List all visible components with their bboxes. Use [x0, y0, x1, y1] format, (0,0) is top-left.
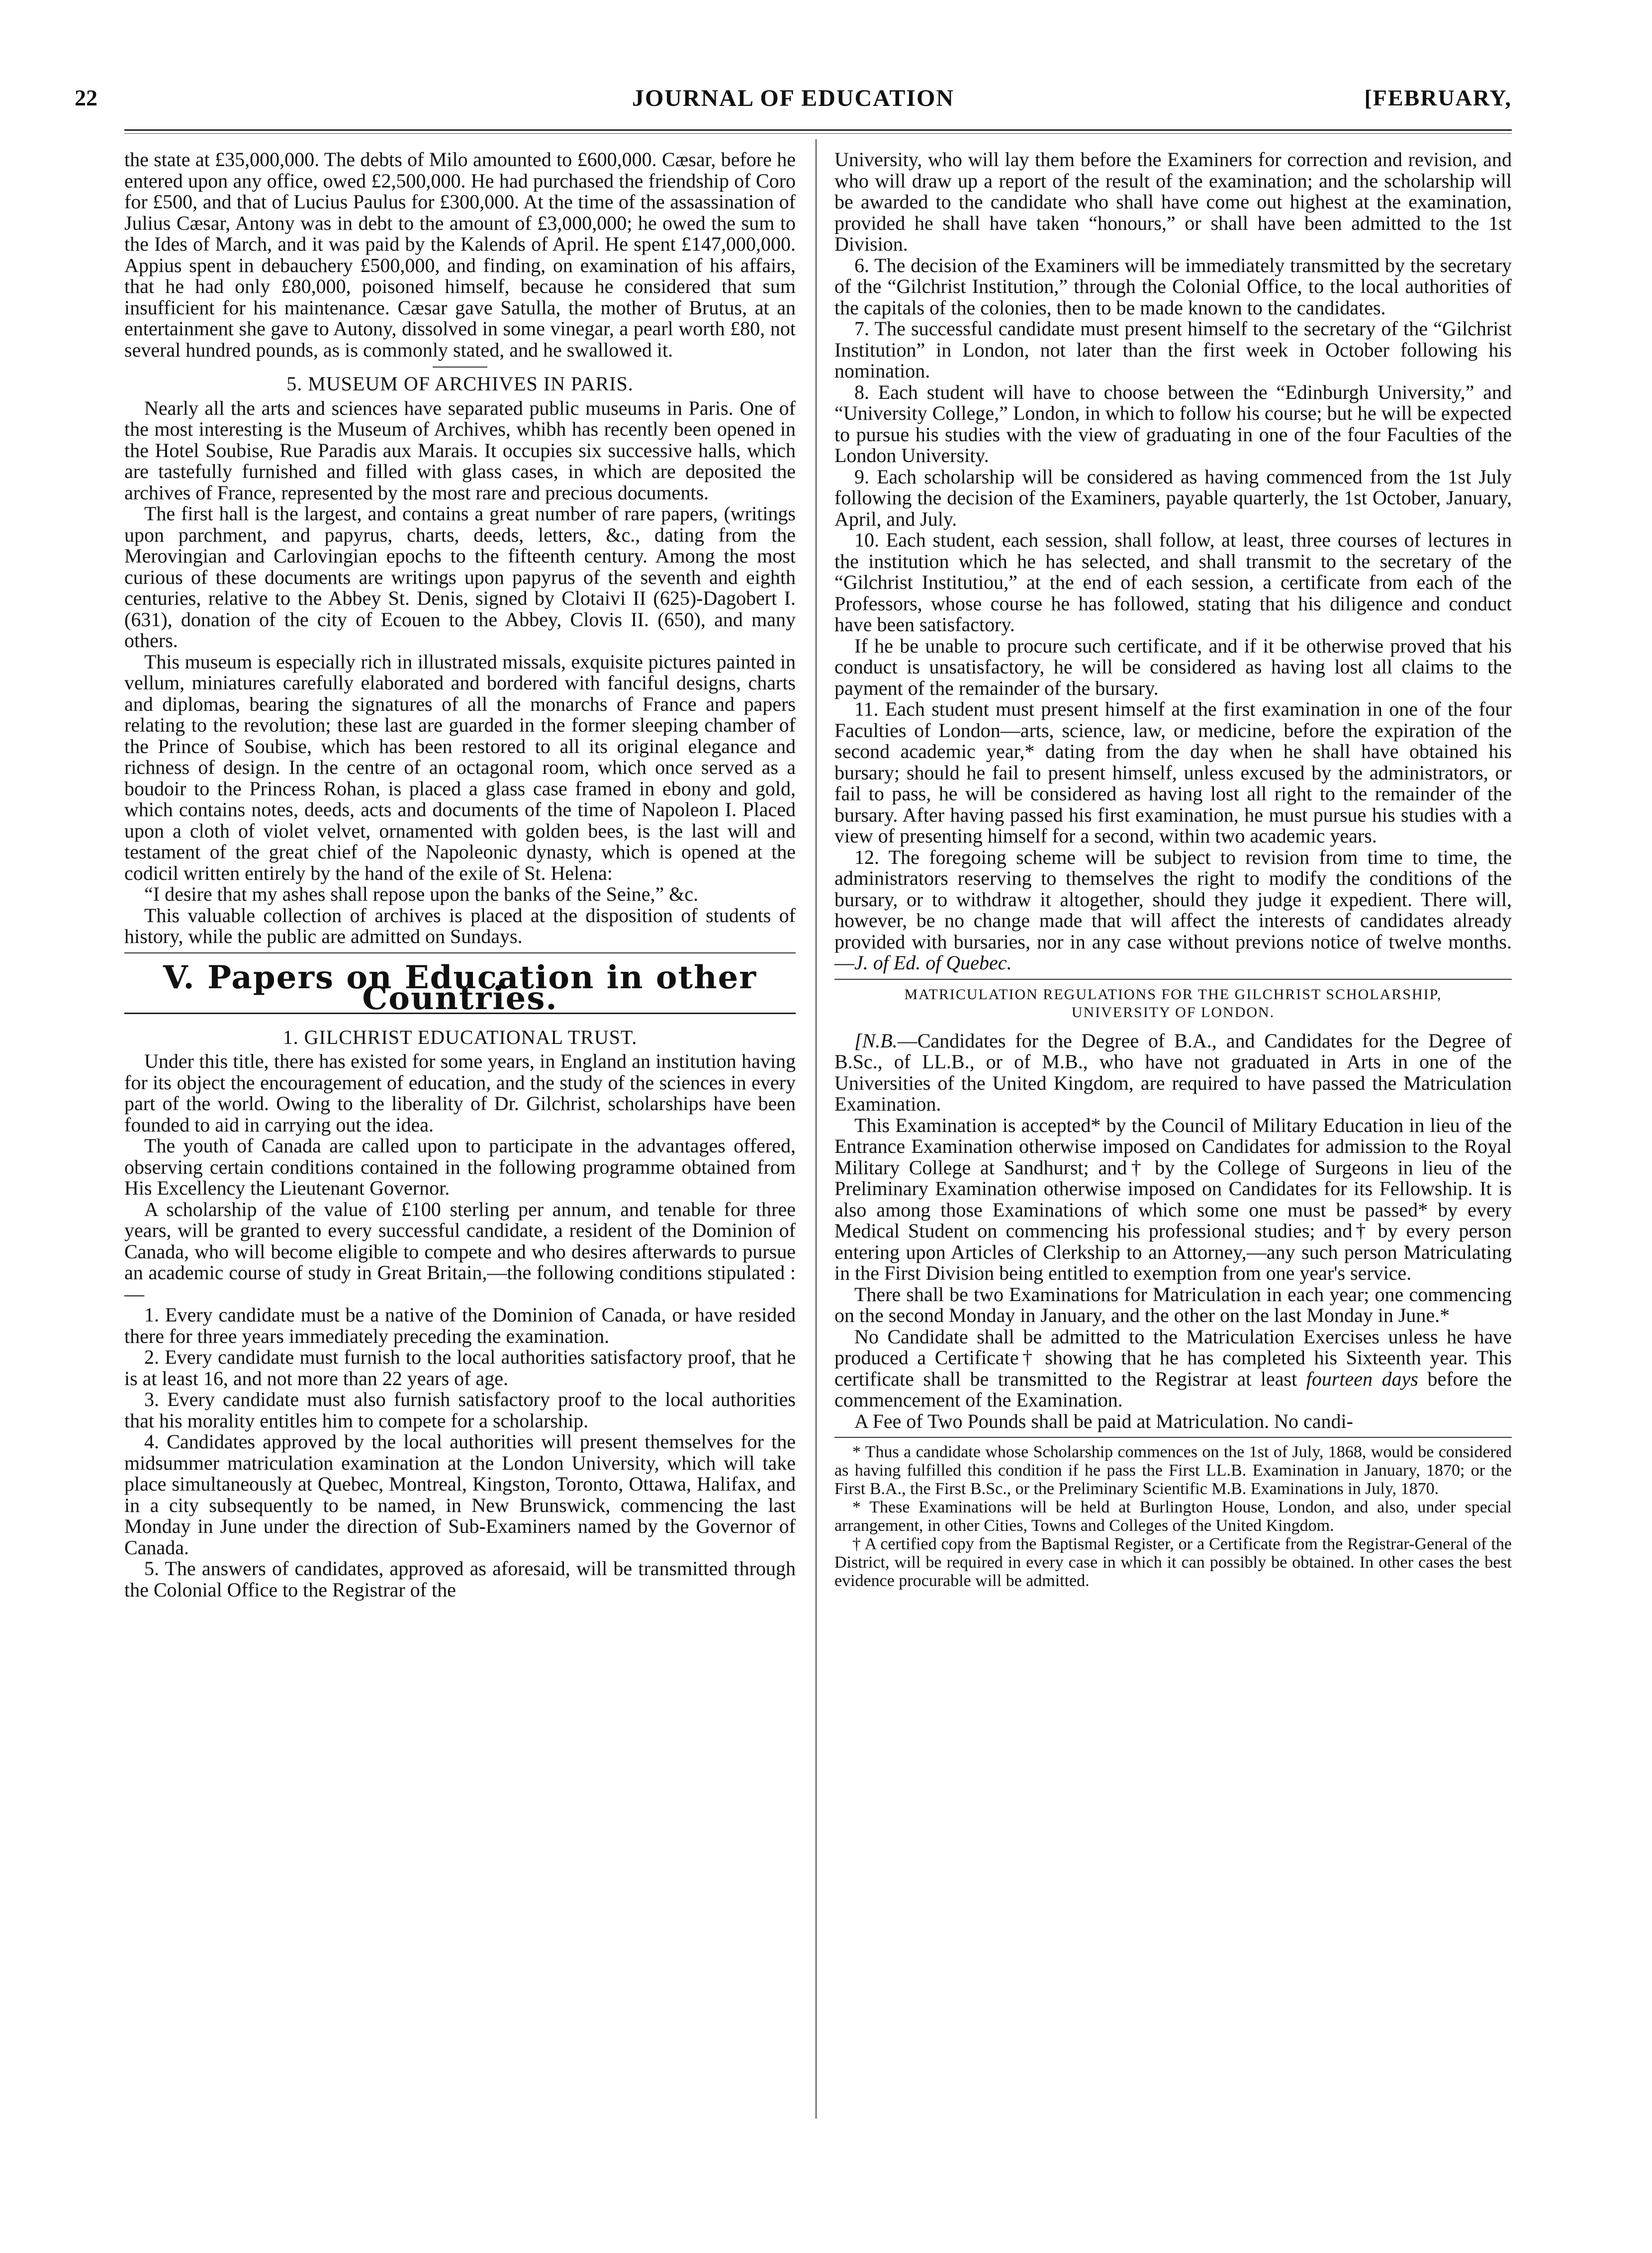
footnote: † A certified copy from the Baptismal Register, or a Certificate from the Registrar-General of the District, will be required in every case in which it can possibly be obtained. In other cases the best evidence procurable will be admitted. — [834, 1535, 1512, 1590]
matric-paragraph: There shall be two Examinations for Matriculation in each year; one commencing on the second Monday in January, and the other on the last Monday in June.* — [834, 1283, 1512, 1326]
section-rule-top — [124, 952, 796, 953]
gilchrist-condition: 1. Every candidate must be a native of the Dominion of Canada, or have resided there for three years immediately preceding the examination. — [124, 1304, 796, 1347]
gilchrist-paragraph: A scholarship of the value of £100 sterling per annum, and tenable for three years, will be granted to every successful candidate, a resident of the Dominion of Canada, who will become eligible to compete and who desires afterwards to pursue an academic course of study in Great Britain,—the following conditions stipulated :— — [124, 1198, 796, 1305]
footnote: * These Examinations will be held at Burlington House, London, and also, under special arrangement, in other Cities, Towns and Colleges of the United Kingdom. — [834, 1498, 1512, 1535]
matric-rule — [834, 979, 1512, 980]
left-column — [124, 149, 796, 1600]
gilchrist-condition: 6. The decision of the Examiners will be immediately transmitted by the secretary of the “Gilchrist Institution,” through the Colonial Office, to the local authorities of the capitals of the colonies, then to be made known to the candidates. — [834, 254, 1512, 319]
matriculation-heading-line2: UNIVERSITY OF LONDON. — [1071, 1004, 1275, 1021]
gilchrist-condition: 4. Candidates approved by the local authorities will present themselves for the midsummer matriculation examination at the London University, which will take place simultaneously at Quebec, Montreal, Kingston, Toronto, Ottawa, Halifax, and in a city subsequently to be named, in New Brunswick, commencing the last Monday in June under the direction of Sub-Examiners named by the Governor of Canada. — [124, 1430, 796, 1559]
issue-month: [FEBRUARY, — [1364, 85, 1512, 110]
gilchrist-condition — [834, 847, 1512, 974]
gilchrist-condition-continued: University, who will lay them before the Examiners for correction and revision, and who will draw up a report of the result of the examination; and the scholarship will be awarded to the candidate who shall have come out highest at the examination, provided he shall have taken “honours,” or shall have been admitted to the 1st Division. — [834, 148, 1512, 255]
gilchrist-condition: 2. Every candidate must furnish to the local authorities satisfactory proof, that he is at least 16, and not more than 22 years of age. — [124, 1346, 796, 1390]
column-divider — [816, 139, 817, 2119]
short-rule — [433, 367, 487, 368]
gilchrist-condition: 5. The answers of candidates, approved as aforesaid, will be transmitted through the Colonial Office to the Registrar of the — [124, 1557, 796, 1601]
condition-text: 12. The foregoing scheme will be subject to revision from time to time, the administrators reserving to themselves the right to modify the conditions of the bursary, or to withdraw it altogether, should they judge it expedient. There will, however, be no change made that will affect the interests of candidates already provided with bursaries, nor in any case without previons notice of twelve months.— — [834, 845, 1512, 974]
header-rule-thin — [124, 133, 1512, 134]
gilchrist-condition: 3. Every candidate must also furnish satisfactory proof to the local authorities that his morality entitles him to compete for a scholarship. — [124, 1388, 796, 1432]
museum-paragraph: The first hall is the largest, and contains a great number of rare papers, (writings upon parchment, and papyrus, charts, deeds, letters, &c., dating from the Merovingian and Carlovingian epochs to the fifteenth century. Among the most curious of these documents are writings upon papyrus of the seventh and eighth centuries, relative to the Abbey St. Denis, signed by Clotaivi II (625)-Dagobert I. (631), donation of the city of Ecouen to the Abbey, Clovis II. (650), and many others. — [124, 502, 796, 652]
footnotes — [834, 1443, 1512, 1590]
matric-paragraph: This Examination is accepted* by the Council of Military Education in lieu of the Entrance Examination otherwise imposed on Candidates for admission to the Royal Military College at Sandhurst; and† by the College of Surgeons in lieu of the Preliminary Examination otherwise imposed on Candidates for its Fellowship. It is also among those Examinations of which some one must be passed* by every Medical Student on commencing his professional studies; and† by every person entering upon Articles of Clerkship to an Attorney,—any such person Matriculating in the First Division being entitled to exemption from one year's service. — [834, 1114, 1512, 1284]
museum-paragraph: Nearly all the arts and sciences have separated public museums in Paris. One of the most interesting is the Museum of Archives, whibh has recently been opened in the Hotel Soubise, Rue Paradis aux Marais. It occupies six successive halls, which are tastefully furnished and filled with glass cases, in which are deposited the archives of France, represented by the most rare and precious documents. — [124, 396, 796, 504]
debts-paragraph: the state at £35,000,000. The debts of Milo amounted to £600,000. Cæsar, before he entered upon any office, owed £2,500,000. He had purchased the friendship of Coro for £500, and that of Lucius Paulus for £300,000. At the time of the assassination of Julius Cæsar, Antony was in debt to the amount of £3,000,000; he owed the sum to the Ides of March, and it was paid by the Kalends of April. He spent £147,000,000. Appius spent in debauchery £500,000, and finding, on examination of his affairs, that he had only £80,000, poisoned himself, because he considered that sum insufficient for his maintenance. Cæsar gave Satulla, the mother of Brutus, at an entertainment she gave to Autony, dissolved in some vinegar, a pearl worth £80, not several hundred pounds, as is commonly stated, and he swallowed it. — [124, 148, 796, 361]
gilchrist-condition: 9. Each scholarship will be considered as having commenced from the 1st July following the decision of the Examiners, payable quarterly, the 1st October, January, April, and July. — [834, 465, 1512, 530]
gilchrist-condition: 8. Each student will have to choose between the “Edinburgh University,” and “University College,” London, in which to follow his course; but he will be expected to pursue his studies with the view of graduating in one of the four Faculties of the London University. — [834, 380, 1512, 467]
napoleon-quote: “I desire that my ashes shall repose upon the banks of the Seine,” &c. — [144, 883, 699, 905]
gilchrist-condition: 7. The successful candidate must present himself to the secretary of the “Gilchrist Institution” in London, not later than the first week in October following his nomination. — [834, 317, 1512, 382]
matric-emphasis: fourteen days — [1306, 1367, 1418, 1390]
museum-article-title: 5. MUSEUM OF ARCHIVES IN PARIS. — [286, 373, 634, 395]
matriculation-heading-line1: MATRICULATION REGULATIONS FOR THE GILCHRIST SCHOLARSHIP, — [904, 986, 1442, 1003]
page-header — [75, 85, 1512, 119]
header-rule — [124, 129, 1512, 131]
source-citation: J. of Ed. of Quebec. — [854, 951, 1012, 974]
gilchrist-condition: 11. Each student must present himself at the first examination in one of the four Faculties of London—arts, science, law, or medicine, before the expiration of the second academic year,* dating from the day when he shall have obtained his bursary; should he fail to present himself, unless excused by the administrators, or fail to pass, he will be considered as having lost all right to the remainder of the bursary. After having passed his first examination, he must pursue his studies with a view of presenting himself for a second, within two academic years. — [834, 698, 1512, 847]
gilchrist-paragraph: Under this title, there has existed for some years, in England an institution having for its object the encouragement of education, and the study of the sciences in every part of the world. Owing to the liberality of Dr. Gilchrist, scholarships have been founded to aid in carrying out the idea. — [124, 1050, 796, 1136]
nb-paragraph — [834, 1031, 1512, 1115]
matric-paragraph — [834, 1326, 1512, 1411]
section-heading: V. Papers on Education in other Countries. — [163, 958, 757, 1017]
footnote-rule — [834, 1437, 1512, 1438]
matric-text: No Candidate shall be admitted to the Matriculation Exercises unless he have produced a Certificate† showing that he has completed his Sixteenth year. This certificate shall be transmitted to the Registrar at least — [834, 1325, 1512, 1390]
nb-text: —Candidates for the Degree of B.A., and Candidates for the Degree of B.Sc., of LL.B., or of M.B., who have not graduated in Arts in one of the Universities of the United Kingdom, are required to have passed the Matriculation Examination. — [834, 1029, 1512, 1115]
nb-label: [N.B. — [854, 1029, 898, 1052]
right-column — [834, 149, 1512, 1590]
matric-paragraph: A Fee of Two Pounds shall be paid at Matriculation. No candi- — [854, 1409, 1353, 1432]
gilchrist-paragraph: The youth of Canada are called upon to participate in the advantages offered, observing certain conditions contained in the following programme obtained from His Excellency the Lieutenant Governor. — [124, 1134, 796, 1199]
page-number: 22 — [75, 85, 97, 110]
footnote: * Thus a candidate whose Scholarship commences on the 1st of July, 1868, would be considered as having fulfilled this condition if he pass the First LL.B. Examination in January, 1870; or the First B.A., the First B.Sc., or the Preliminary Scientific M.B. Examinations in July, 1870. — [834, 1443, 1512, 1498]
gilchrist-condition: 10. Each student, each session, shall follow, at least, three courses of lectures in the institution which he has selected, and shall transmit to the secretary of the “Gilchrist Institutiou,” at the end of each session, a certificate from each of the Professors, whose course he has followed, stating that his diligence and conduct have been satisfactory. — [834, 529, 1512, 636]
gilchrist-condition: If he be unable to procure such certificate, and if it be otherwise proved that his conduct is unsatisfactory, he will be considered as having lost all claims to the payment of the remainder of the bursary. — [834, 634, 1512, 699]
gilchrist-article-title: 1. GILCHRIST EDUCATIONAL TRUST. — [282, 1026, 638, 1048]
museum-paragraph: This valuable collection of archives is placed at the disposition of students of history, while the public are admitted on Sundays. — [124, 904, 796, 947]
journal-title: JOURNAL OF EDUCATION — [632, 85, 955, 111]
matriculation-heading — [834, 986, 1512, 1022]
matric-text: before the commencement of the Examination. — [834, 1367, 1512, 1411]
museum-paragraph: This museum is especially rich in illustrated missals, exquisite pictures painted in vellum, miniatures carefully elaborated and bordered with fanciful designs, charts and diplomas, bearing the signatures of all the monarchs of France and papers relating to the revolution; these last are guarded in the former sleeping chamber of the Prince of Soubise, which has been restored to all its original elegance and richness of design. In the centre of an octagonal room, which once served as a boudoir to the Princess Rohan, is placed a glass case framed in ebony and gold, which contains notes, deeds, acts and documents of the time of Napoleon I. Placed upon a cloth of violet velvet, ornamented with golden bees, is the last will and testament of the great chief of the Napoleonic dynasty, which is opened at the codicil written entirely by the hand of the exile of St. Helena: — [124, 650, 796, 884]
